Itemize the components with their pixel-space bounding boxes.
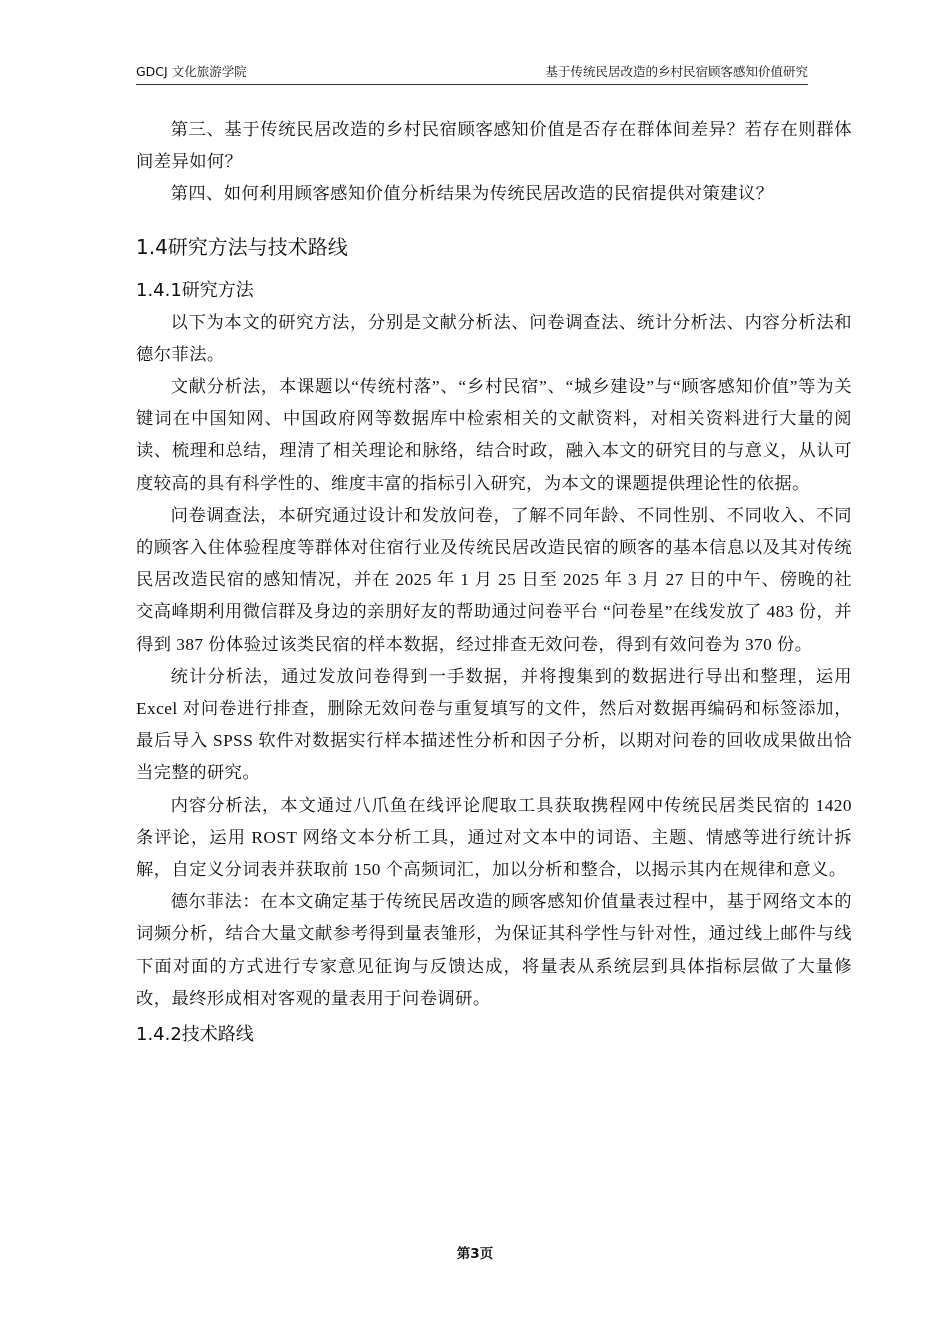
paragraph-question-4: 第四、如何利用顾客感知价值分析结果为传统民居改造的民宿提供对策建议？ — [170, 184, 774, 204]
section-heading-1-4: 1.4研究方法与技术路线 — [136, 234, 348, 259]
page-body — [136, 114, 852, 1051]
paragraph-questionnaire-survey: 问卷调查法，本研究通过设计和发放问卷，了解不同年龄、不同性别、不同收入、不同的顾客入住体验程度等群体对住宿行业及传统民居改造民宿的顾客的基本信息以及其对传统民居改造民宿的感知情况，并在 2025 年 1 月 25 日至 2025 年 3 月 27 日的中午、傍晚的社交高峰期利用微信群及身边的亲朋好友的帮助通过问卷平台 “问卷星”在线发放了 483 份，并得到 387 份体验过该类民宿的样本数据，经过排查无效问卷，得到有效问卷为 370 份。 — [136, 505, 852, 654]
page-number: 第3页 — [456, 1246, 494, 1262]
subsection-heading-1-4-2: 1.4.2技术路线 — [136, 1024, 254, 1046]
paragraph-methods-intro: 以下为本文的研究方法，分别是文献分析法、问卷调查法、统计分析法、内容分析法和德尔菲法。 — [136, 312, 852, 364]
paragraph-question-3: 第三、基于传统民居改造的乡村民宿顾客感知价值是否存在群体间差异？若存在则群体间差异如何？ — [136, 120, 852, 172]
page-header — [136, 62, 808, 85]
paragraph-delphi-method: 德尔菲法：在本文确定基于传统民居改造的顾客感知价值量表过程中，基于网络文本的词频分析，结合大量文献参考得到量表雏形，为保证其科学性与针对性，通过线上邮件与线下面对面的方式进行专家意见征询与反馈达成，将量表从系统层到具体指标层做了大量修改，最终形成相对客观的量表用于问卷调研。 — [136, 892, 852, 1008]
paragraph-content-analysis: 内容分析法，本文通过八爪鱼在线评论爬取工具获取携程网中传统民居类民宿的 1420 条评论，运用 ROST 网络文本分析工具，通过对文本中的词语、主题、情感等进行统计拆解，自定义分词表并获取前 150 个高频词汇，加以分析和整合，以揭示其内在规律和意义。 — [136, 795, 852, 880]
subsection-heading-1-4-1: 1.4.1研究方法 — [136, 279, 254, 301]
header-thesis-title: 基于传统民居改造的乡村民宿顾客感知价值研究 — [545, 64, 808, 79]
paragraph-literature-analysis: 文献分析法，本课题以“传统村落”、“乡村民宿”、“城乡建设”与“顾客感知价值”等为关键词在中国知网、中国政府网等数据库中检索相关的文献资料，对相关资料进行大量的阅读、梳理和总结，理清了相关理论和脉络，结合时政，融入本文的研究目的与意义，从认可度较高的具有科学性的、维度丰富的指标引入研究，为本文的课题提供理论性的依据。 — [136, 377, 852, 493]
paragraph-statistical-analysis: 统计分析法，通过发放问卷得到一手数据，并将搜集到的数据进行导出和整理，运用 Excel 对问卷进行排查，删除无效问卷与重复填写的文件，然后对数据再编码和标签添加，最后导入 SPSS 软件对数据实行样本描述性分析和因子分析，以期对问卷的回收成果做出恰当完整的研究。 — [136, 666, 852, 783]
header-institution: GDCJ 文化旅游学院 — [136, 64, 247, 79]
